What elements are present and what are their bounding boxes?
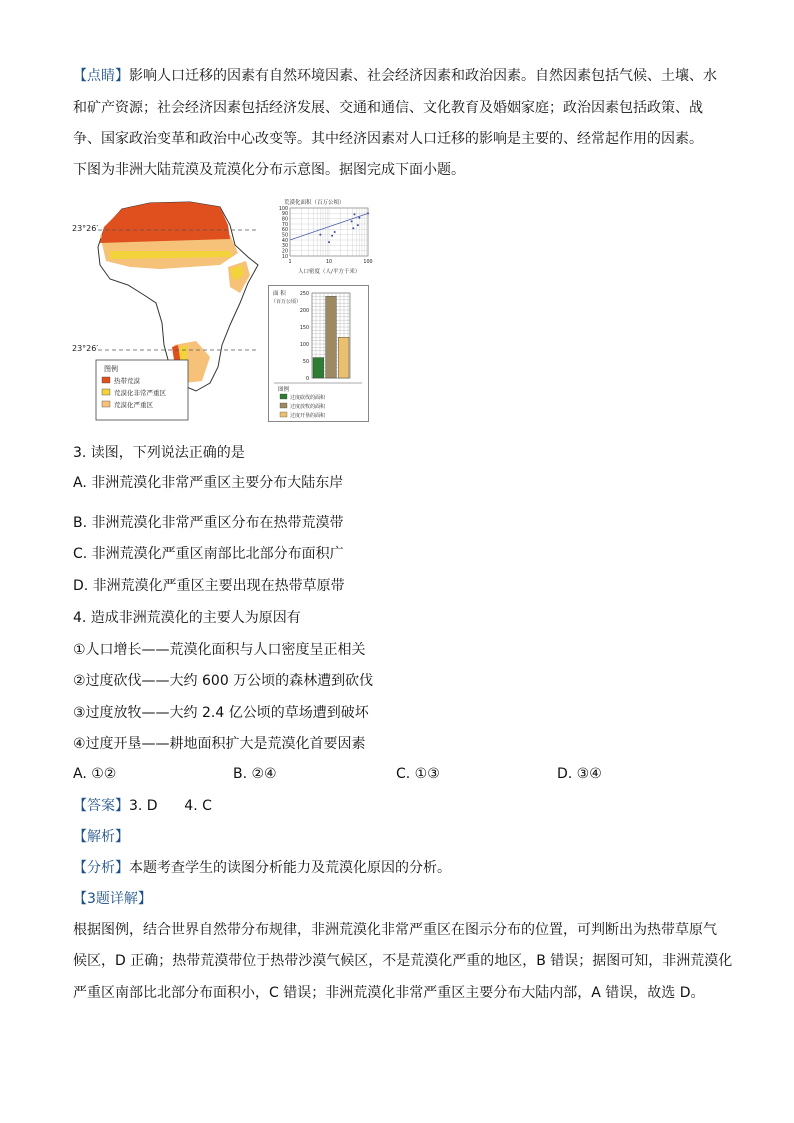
detail-tag: 【3题详解】: [73, 891, 152, 907]
detail-line-3: 严重区南部比北部分布面积小，C 错误；非洲荒漠化非常严重区主要分布大陆内部，A 错误，故选 D。: [73, 985, 705, 1001]
q4-option-a: A. ①②: [73, 766, 117, 782]
scatter-y-tick-label: 80: [281, 217, 288, 223]
bar-legend-swatch-2: [280, 403, 287, 408]
bar-legend-label-2: 过度放牧的面积: [290, 404, 326, 410]
legend-label-very-severe: 荒漠化非常严重区: [114, 389, 166, 397]
q4-option-c: C. ①③: [396, 766, 440, 782]
detail-heading: [73, 889, 152, 909]
scatter-point: [334, 231, 336, 233]
dianjing-line-3: 争、国家政治变革和政治中心改变等。其中经济因素对人口迁移的影响是主要的、经常起作用的因素。: [73, 131, 703, 147]
scatter-y-tick-label: 100: [278, 206, 288, 212]
legend-swatch-severe: [102, 401, 110, 407]
bar-legend-title: 图例: [278, 387, 290, 393]
q4-statement-4: ④过度开垦——耕地面积扩大是荒漠化首要因素: [73, 736, 366, 752]
bar-chart: [268, 285, 370, 423]
scatter-chart: [270, 195, 380, 277]
q4-statement-2: ②过度砍伐——大约 600 万公顷的森林遭到砍伐: [73, 673, 374, 689]
scatter-point: [331, 235, 333, 237]
bar-legend-swatch-3: [280, 412, 287, 417]
bar-legend-label-1: 过度砍伐的面积: [290, 395, 326, 401]
answer-line: [73, 796, 212, 816]
q3-option-b: B. 非洲荒漠化非常严重区分布在热带荒漠带: [73, 515, 344, 531]
scatter-point: [357, 224, 359, 226]
bar-y-tick-label: 150: [299, 325, 309, 331]
dianjing-text-1: 影响人口迁移的因素有自然环境因素、社会经济因素和政治因素。自然因素包括气候、土壤、水: [129, 68, 717, 84]
bar-1: [313, 358, 324, 378]
scatter-x-tick-label: 100: [363, 260, 373, 265]
scatter-x-tick-label: 1: [288, 260, 292, 265]
bar-y-tick-label: 50: [302, 359, 309, 365]
answer-text: 3. D 4. C: [129, 798, 212, 814]
dianjing-line-1: [73, 66, 717, 86]
scatter-y-tick-label: 20: [281, 249, 288, 255]
legend-swatch-tropical-desert: [102, 377, 110, 383]
scatter-y-tick-label: 10: [281, 254, 288, 260]
fenxi-line: [73, 858, 451, 878]
bar-3: [338, 337, 349, 378]
africa-desertification-map: [70, 195, 270, 423]
bar-y-tick-label: 0: [305, 376, 309, 382]
scatter-title: 荒漠化面积（百万公顷）: [284, 200, 345, 206]
map-legend-title: 图例: [104, 365, 118, 373]
q3-option-d: D. 非洲荒漠化严重区主要出现在热带草原带: [73, 578, 345, 594]
scatter-y-ticks: [279, 206, 288, 260]
dianjing-tag: 【点睛】: [73, 68, 129, 84]
scatter-y-tick-label: 90: [281, 212, 288, 218]
bar-y-tick-label: 100: [299, 342, 309, 348]
q3-option-c: C. 非洲荒漠化严重区南部比北部分布面积广: [73, 546, 344, 562]
scatter-point: [328, 241, 330, 243]
scatter-point: [352, 227, 354, 229]
scatter-y-tick-label: 50: [281, 233, 288, 239]
tropical-desert-sahara: [100, 202, 230, 243]
q3-option-a: A. 非洲荒漠化非常严重区主要分布大陆东岸: [73, 475, 344, 491]
figure-intro: 下图为非洲大陆荒漠及荒漠化分布示意图。据图完成下面小题。: [73, 162, 465, 178]
fenxi-tag: 【分析】: [73, 860, 129, 876]
scatter-x-ticks: [288, 259, 372, 265]
scatter-y-tick-label: 40: [281, 238, 288, 244]
scatter-y-tick-label: 30: [281, 244, 288, 250]
scatter-xlabel: 人口密度（人/平方千米）: [298, 269, 361, 275]
jiexi-line: [73, 827, 129, 847]
lat-north-label: 23°26′: [72, 224, 99, 233]
detail-line-1: 根据图例，结合世界自然带分布规律，非洲荒漠化非常严重区在图示分布的位置，可判断出为热带草原气: [73, 922, 717, 938]
scatter-point: [319, 234, 321, 236]
q3-stem: 3. 读图，下列说法正确的是: [73, 445, 245, 461]
legend-swatch-very-severe: [102, 389, 110, 395]
dianjing-line-2: 和矿产资源；社会经济因素包括经济发展、交通和通信、文化教育及婚姻家庭；政治因素包括政策、战: [73, 100, 703, 116]
jiexi-tag: 【解析】: [73, 829, 129, 845]
bar-y-tick-label: 200: [299, 308, 309, 314]
bar-y-tick-label: 250: [299, 291, 309, 297]
scatter-y-tick-label: 70: [281, 222, 288, 228]
bar-legend-swatch-1: [280, 394, 287, 399]
bar-ylabel-2: （百万公顷）: [271, 299, 302, 305]
scatter-point: [353, 213, 355, 215]
legend-label-tropical-desert: 热带荒漠: [114, 377, 140, 385]
q4-option-b: B. ②④: [233, 766, 277, 782]
fenxi-text: 本题考查学生的读图分析能力及荒漠化原因的分析。: [129, 860, 451, 876]
bar-ylabel-1: 面 积: [273, 291, 286, 297]
q4-stem: 4. 造成非洲荒漠化的主要人为原因有: [73, 610, 301, 626]
q4-statement-1: ①人口增长——荒漠化面积与人口密度呈正相关: [73, 642, 366, 658]
bar-2: [326, 296, 337, 378]
scatter-grid: [290, 208, 368, 256]
scatter-point: [351, 220, 353, 222]
detail-line-2: 候区，D 正确；热带荒漠带位于热带沙漠气候区，不是荒漠化严重的地区，B 错误；据图可知，非洲荒漠化: [73, 953, 733, 969]
map-legend: [96, 360, 188, 420]
legend-label-severe: 荒漠化严重区: [114, 401, 153, 409]
scatter-x-tick-label: 10: [325, 260, 333, 265]
lat-south-label: 23°26′: [72, 344, 99, 353]
scatter-y-tick-label: 60: [281, 228, 288, 234]
q4-option-d: D. ③④: [557, 766, 602, 782]
answer-tag: 【答案】: [73, 798, 129, 814]
bar-legend-label-3: 过度开垦的面积: [290, 413, 326, 419]
q4-statement-3: ③过度放牧——大约 2.4 亿公顷的草场遭到破坏: [73, 705, 369, 721]
